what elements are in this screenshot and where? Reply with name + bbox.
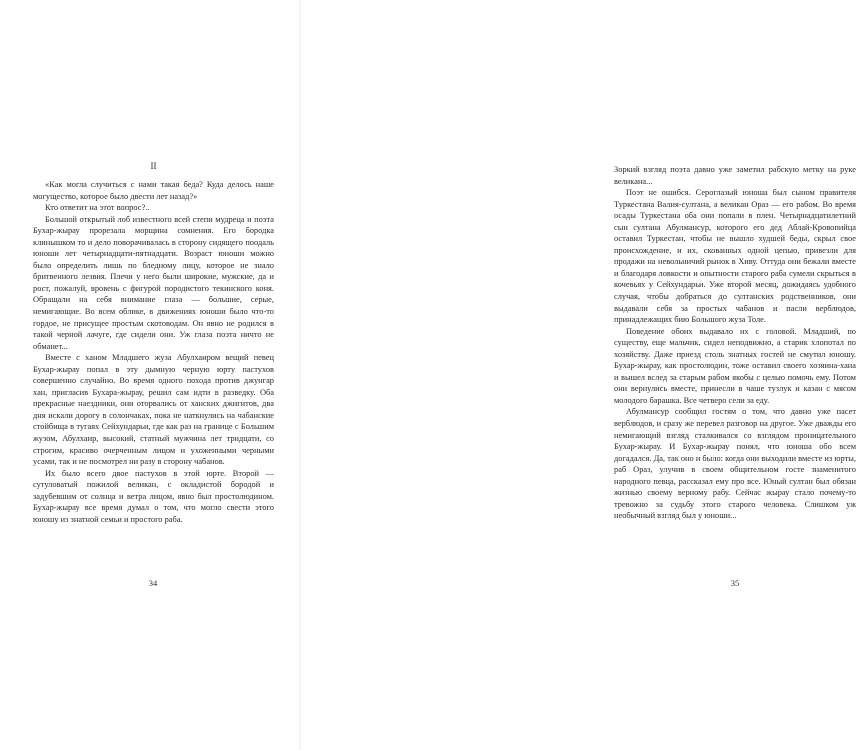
right-page-number: 35 — [730, 578, 740, 588]
left-page — [0, 0, 300, 750]
paragraph: Вместе с ханом Младшего жуза Абулхаиром вещий певец Бухар-жырау попал в эту дымную черную юрту пастухов совершенно случайно. Во время одного похода против джунгар хан, пригласив Бухара-жырау, решил сам идти в разведку. Оба прекрасные наездники, они оторвались от ханских джигитов, два дня искали дорогу в солончаках, пока не наткнулись на чабанские стойбища в тугаях Сейхундарьи, где как раз на границе с Большим жузом, Абулхаир, высокий, статный мужчина лет тридцати, со строгим, красиво очерченным лицом и ухоженными черными усами, так и не посмотрел ни разу в сторону чабанов. — [33, 353, 274, 467]
right-page — [300, 0, 856, 750]
paragraph: Поведение обоих выдавало их с головой. Младший, по существу, еще мальчик, сидел неподвижно, а старик хлопотал по хозяйству. Даже приезд столь знатных гостей не смутил юношу. Бухар-жырау, как простолюдин, тоже оставил своего хозяина-хана и вышел вслед за старым рабом якобы с целью помочь ему. Потом они вернулись вместе, принесли в чаше тузлук и казан с мясом молодого барашка. Все четверо сели за еду. — [614, 326, 856, 405]
right-page-text — [614, 164, 856, 522]
paragraph: «Как могла случиться с нами такая беда? Куда делось наше могущество, которое было двести лет назад?» — [33, 180, 274, 201]
paragraph: Кто ответит на этот вопрос?.. — [45, 203, 150, 213]
paragraph: Их было всего двое пастухов в этой юрте. Второй — сутуловатый пожилой великан, с окладистой бородой и задубевшим от солнца и ветра лицом, явно был простолюдином. Бухар-жырау все время думал о том, что могло свести этого юношу из знатной семьи и простого раба. — [33, 468, 274, 524]
paragraph: Большой открытый лоб известного всей степи мудреца и поэта Бухар-жырау прорезала морщина сомнения. Его бородка клинышком то и дело поворачивалась в сторону сидящего поодаль юноши лет четырнадцати-пятнадцати. Возраст юноши можно было определить лишь по бледному лицу, которое не знало бритвенного лезвия. Плечи у него были широкие, мужские, да и рост, пожалуй, вровень с фигурой породистого текинского коня. Обращали на себя внимание глаза — большие, серые, немигающие. Во всем облике, в движениях юноши было что-то гордое, не присущее простым скотоводам. Он явно не родился в такой черной лачуге, где сидели они. Уж глаза поэта ничто не обманет... — [33, 214, 274, 351]
paragraph: Поэт не ошибся. Сероглазый юноша был сыном правителя Туркестана Валия-султана, а великан Ораз — его рабом. Во время осады Туркестана оба они попали в плен. Четырнадцатилетний сын султана Абулмансур, которого его дед Аблай-Кровопийца оставил Туркестан, чтобы не вышло худшей беды, скрыл свое происхождение, и их, скованных одной цепью, привезли для продажи на невольничий рынок в Хиву. Оттуда они бежали вместе и благодаря ловкости и опытности старого раба сумели скрыться в кочевьях у Сейхундарьи. Уже второй месяц, дожидаясь удобного случая, чтобы добраться до султанских родственников, они выдавали себя за простых чабанов и пасли верблюдов, принадлежащих бию Большого жуза Толе. — [614, 188, 856, 325]
paragraph: Зоркий взгляд поэта давно уже заметил рабскую метку на руке великана... — [614, 165, 856, 186]
left-page-text — [33, 179, 274, 525]
chapter-number: II — [150, 161, 157, 171]
left-page-number: 34 — [148, 578, 158, 588]
paragraph: Абулмансур сообщил гостям о том, что давно уже пасет верблюдов, и сразу же перевел разговор на другое. Уже дважды его немигающий взгляд сталкивался со взглядом проницательного Бухар-жырау. И Бухар-жырау понял, что юноша обо всем догадался. Да, так оно и было: когда они выходили вместе из юрты, раб Ораз, улучив в своем общительном госте знаменитого народного певца, рассказал ему про все. Юный султан был обязан жизнью своему верному рабу. Сейчас жырау стало почему-то тревожно за судьбу этого старого человека. Слишком уж необычный взгляд был у юноши... — [614, 407, 856, 521]
